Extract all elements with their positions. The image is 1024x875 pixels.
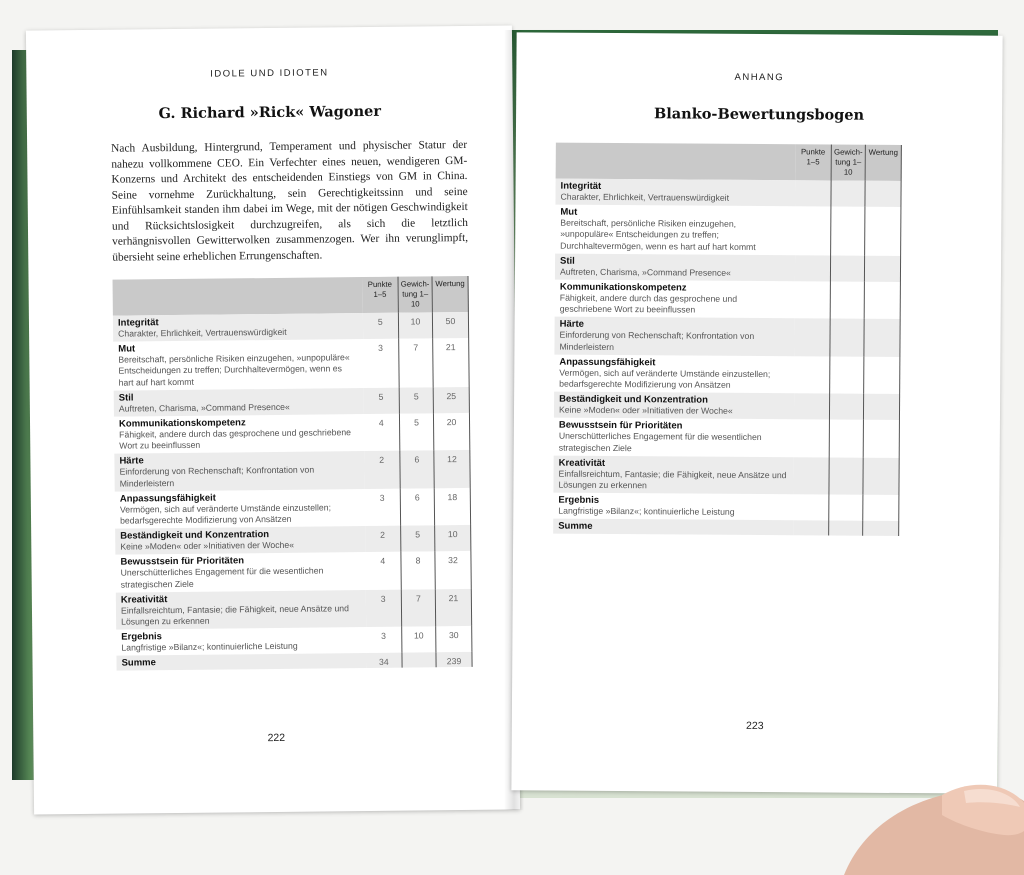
table-row (116, 589, 472, 630)
points-cell: 5 (363, 387, 399, 414)
criterion-cell (116, 627, 366, 656)
criterion-cell (554, 418, 794, 457)
criterion-description: Einforderung von Rechenschaft; Konfrontation von Minderleistern (119, 464, 315, 489)
weight-cell (829, 495, 863, 521)
table-row (115, 525, 471, 555)
score-cell: 32 (435, 551, 471, 589)
weight-cell: 10 (402, 627, 436, 654)
points-cell: 4 (365, 552, 401, 590)
total-label-cell (553, 519, 793, 536)
criterion-cell (114, 388, 364, 417)
criterion-cell (553, 455, 793, 494)
points-cell (795, 206, 831, 255)
weight-cell: 5 (401, 526, 435, 553)
table-row (554, 392, 900, 421)
points-cell (794, 393, 830, 419)
weight-cell: 5 (399, 387, 433, 414)
total-points-cell: 34 (366, 653, 402, 668)
table-row (554, 317, 900, 357)
weight-cell: 6 (400, 488, 434, 526)
table-header-row (113, 276, 469, 316)
weight-cell (831, 207, 865, 256)
score-cell (864, 319, 900, 357)
criterion-description: Vermögen, sich auf veränderte Umstände einzustellen; bedarfsgerechte Modifizierung von Ansätzen (559, 367, 771, 390)
criterion-description: Einfallsreichtum, Fantasie; die Fähigkeit, neue Ansätze und Lösungen zu erkennen (558, 468, 787, 491)
page-title: G. Richard »Rick« Wagoner (158, 102, 382, 123)
total-weight-cell (402, 653, 436, 668)
table-row (114, 450, 470, 491)
weight-cell (829, 457, 863, 495)
weight-cell: 6 (400, 451, 434, 489)
score-cell: 30 (436, 626, 472, 653)
rating-table (113, 276, 473, 671)
page-number: 222 (267, 731, 286, 745)
running-head: IDOLE UND IDIOTEN (210, 67, 329, 80)
criterion-name: Bewusstsein für Prioritäten (558, 420, 683, 432)
table-row (115, 551, 471, 592)
criterion-name: Beständigkeit und Konzentration (559, 393, 708, 406)
points-cell (793, 420, 829, 458)
score-cell: 20 (433, 413, 469, 451)
weight-cell: 7 (401, 589, 435, 627)
table-row (553, 493, 899, 522)
column-header: Gewich- tung 1–10 (398, 276, 432, 312)
criterion-name: Härte (559, 319, 584, 331)
criterion-name: Integrität (117, 317, 159, 329)
criterion-cell (555, 179, 795, 207)
table-row (115, 488, 471, 529)
total-score-cell: 239 (436, 652, 472, 667)
table-row (555, 280, 901, 320)
criterion-name: Beständigkeit und Konzentration (120, 529, 270, 542)
points-cell: 2 (364, 451, 400, 489)
criterion-description: Fähigkeit, andere durch das gesprochene und geschriebene Wort zu beeinflussen (119, 427, 352, 451)
table-row (555, 253, 901, 282)
criterion-name: Integrität (560, 180, 602, 192)
criterion-name: Mut (118, 343, 136, 355)
criterion-description: Fähigkeit, andere durch das gesprochene und geschriebene Wort zu beeinflussen (559, 292, 738, 315)
points-cell: 3 (363, 339, 399, 388)
total-label-cell (116, 653, 366, 671)
running-head: ANHANG (734, 71, 785, 84)
points-cell (794, 255, 830, 281)
score-cell: 21 (435, 589, 471, 627)
score-cell (863, 420, 899, 458)
score-cell (864, 357, 900, 395)
criterion-name: Mut (560, 206, 578, 218)
score-cell (865, 181, 901, 207)
table-row (116, 626, 472, 656)
criterion-cell (553, 493, 793, 521)
score-cell (863, 495, 899, 521)
table-row (555, 205, 901, 256)
criterion-description: Unerschütterliches Engagement für die wesentlichen strategischen Ziele (558, 431, 762, 453)
criterion-cell (115, 526, 365, 555)
points-cell (794, 281, 830, 319)
points-cell: 5 (362, 313, 398, 340)
total-points-cell (793, 521, 829, 536)
column-header: Wertung (432, 276, 468, 312)
table-header-row (556, 143, 902, 181)
criterion-name: Härte (119, 455, 144, 468)
criterion-description: Langfristige »Bilanz«; kontinuierliche Leistung (558, 505, 735, 518)
page-title: Blanko-Bewertungsbogen (653, 105, 865, 124)
score-cell: 12 (434, 450, 470, 488)
weight-cell (831, 181, 865, 207)
score-cell: 18 (434, 488, 470, 526)
criterion-description: Unerschütterliches Engagement für die wesentlichen strategischen Ziele (120, 565, 324, 590)
points-cell: 3 (366, 627, 402, 654)
table-row (113, 338, 469, 390)
criterion-name: Ergebnis (558, 494, 600, 507)
weight-cell (830, 356, 864, 394)
criterion-description: Bereitschaft, persönliche Risiken einzugehen, »unpopuläre« Entscheidungen zu treffen; Durchhaltevermögen, wenn es hart auf hart kommt (560, 217, 756, 252)
weight-cell: 8 (401, 552, 435, 590)
points-cell: 4 (363, 414, 399, 452)
criterion-description: Vermögen, sich auf veränderte Umstände einzustellen; bedarfsgerechte Modifizierung von Ansätzen (119, 502, 332, 526)
table-row (114, 387, 470, 417)
weight-cell (829, 394, 863, 420)
total-label: Summe (558, 521, 593, 533)
criterion-name: Ergebnis (121, 631, 162, 643)
weight-cell (830, 255, 864, 281)
criterion-cell (116, 590, 366, 630)
score-cell: 21 (433, 338, 470, 387)
criterion-cell (555, 280, 795, 319)
score-cell (863, 394, 899, 420)
criterion-cell (555, 205, 795, 255)
total-weight-cell (829, 521, 863, 536)
table-row (554, 354, 900, 394)
criterion-description: Einfallsreichtum, Fantasie; die Fähigkeit, neue Ansätze und Lösungen zu erkennen (120, 603, 349, 627)
criterion-description: Langfristige »Bilanz«; kontinuierliche Leistung (121, 641, 298, 653)
column-header: Gewich- tung 1–10 (831, 145, 865, 181)
right-page (511, 32, 1002, 793)
criterion-name: Anpassungsfähigkeit (119, 492, 216, 505)
criterion-name: Kreativität (558, 457, 606, 469)
criterion-description: Auftreten, Charisma, »Command Presence« (118, 401, 290, 414)
column-header: Punkte 1–5 (362, 277, 398, 313)
column-header: Punkte 1–5 (795, 144, 831, 180)
criterion-cell (114, 414, 364, 454)
score-cell (865, 207, 901, 256)
criterion-name: Kommunikationskompetenz (118, 417, 246, 430)
criterion-description: Charakter, Ehrlichkeit, Vertrauenswürdigkeit (118, 326, 287, 339)
criterion-name: Bewusstsein für Prioritäten (120, 555, 245, 569)
total-label: Summe (121, 657, 156, 670)
score-cell (864, 256, 900, 282)
criterion-cell (114, 451, 364, 491)
criterion-name: Stil (560, 255, 575, 267)
criterion-cell (115, 489, 365, 529)
score-cell: 50 (432, 312, 468, 339)
criterion-description: Charakter, Ehrlichkeit, Vertrauenswürdigkeit (560, 191, 730, 203)
points-cell: 3 (365, 590, 401, 628)
points-cell (794, 356, 830, 394)
criterion-name: Stil (118, 392, 134, 404)
points-cell: 3 (364, 488, 400, 526)
table-row (553, 455, 899, 495)
thumb-photo (824, 755, 1024, 875)
score-cell: 10 (435, 525, 471, 552)
criterion-name: Kreativität (120, 593, 168, 606)
header-blank (556, 143, 796, 181)
criterion-cell (554, 354, 794, 393)
weight-cell: 5 (399, 413, 433, 451)
criterion-cell (554, 392, 794, 420)
criterion-description: Keine »Moden« oder »Initiativen der Woche« (558, 404, 733, 417)
criterion-description: Keine »Moden« oder »Initiativen der Woche« (120, 540, 295, 552)
weight-cell (830, 282, 864, 320)
total-score-cell (863, 521, 899, 536)
blank-rating-table (553, 143, 902, 537)
criterion-description: Einforderung von Rechenschaft; Konfrontation von Minderleistern (559, 330, 755, 352)
criterion-cell (554, 317, 794, 356)
criterion-description: Auftreten, Charisma, »Command Presence« (559, 266, 731, 278)
criterion-name: Kommunikationskompetenz (559, 281, 687, 294)
criterion-cell (555, 253, 795, 281)
score-cell (864, 282, 900, 320)
points-cell (793, 495, 829, 521)
points-cell (795, 180, 831, 206)
left-page (26, 25, 520, 814)
criterion-cell (115, 552, 365, 592)
weight-cell (829, 420, 863, 458)
criterion-description: Bereitschaft, persönliche Risiken einzugehen, »unpopuläre« Entscheidungen zu treffen; Durchhaltevermögen, wenn es hart auf hart kommt (118, 352, 350, 388)
table-row (113, 312, 469, 342)
column-header: Wertung (865, 145, 901, 181)
weight-cell: 10 (398, 312, 432, 339)
total-row (116, 652, 472, 671)
score-cell: 25 (433, 387, 469, 414)
weight-cell: 7 (399, 339, 433, 388)
score-cell (863, 458, 899, 496)
criterion-name: Anpassungsfähigkeit (559, 356, 656, 369)
table-row (554, 418, 900, 458)
total-row (553, 519, 899, 536)
points-cell (793, 457, 829, 495)
table-row (114, 413, 470, 454)
points-cell (794, 319, 830, 357)
criterion-cell (113, 313, 363, 342)
criterion-cell (113, 339, 363, 390)
body-paragraph: Nach Ausbildung, Hintergrund, Temperament und physischer Statur der nahezu vollkommene CEO. Ein Verfechter eines neuen, wendigeren GM-Konzerns und Architekt des entscheidenden Einstiegs von GM in China. Seine vornehme Zurückhaltung, sein Gerechtigkeitssinn und seine Einfühlsamkeit standen ihm dabei im Wege, mit der nötigen Geschwindigkeit und Rücksichtslosigkeit durchzugreifen, als sich die letztlich verhängnisvollen Gewitterwolken zusammenzogen. Wer ihn verunglimpft, übersieht seine erheblichen Errungenschaften. (111, 138, 469, 264)
page-number: 223 (746, 719, 764, 733)
weight-cell (830, 319, 864, 357)
header-blank (113, 277, 363, 316)
table-row (555, 179, 901, 208)
points-cell: 2 (365, 526, 401, 553)
